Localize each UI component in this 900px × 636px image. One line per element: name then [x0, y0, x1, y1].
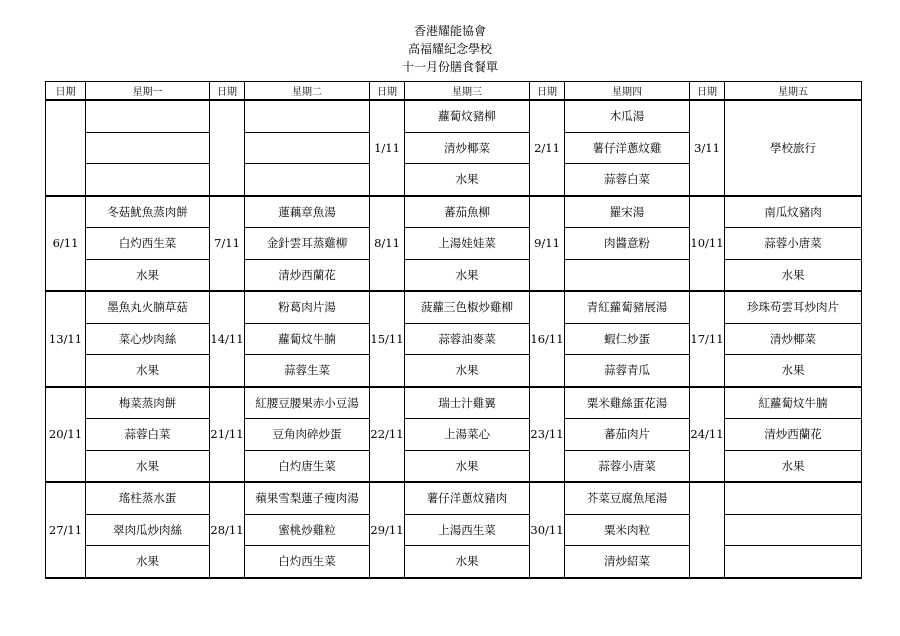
col-header-monday: 星期一 [86, 82, 210, 101]
menu-item: 蒜蓉油麥菜 [405, 323, 530, 355]
menu-item: 蒜蓉白菜 [86, 419, 210, 451]
date-cell: 15/11 [370, 291, 405, 387]
menu-item: 蒜蓉白菜 [565, 164, 690, 196]
date-cell: 7/11 [210, 196, 245, 292]
menu-item [565, 259, 690, 291]
menu-item: 珍珠苟雲耳炒肉片 [725, 291, 862, 323]
menu-item: 芥菜豆腐魚尾湯 [565, 482, 690, 514]
col-header-date: 日期 [46, 82, 86, 101]
menu-item: 木瓜湯 [565, 100, 690, 132]
menu-item: 學校旅行 [725, 100, 862, 196]
menu-item: 紅腰豆腰果赤小豆湯 [245, 387, 370, 419]
menu-row [46, 450, 862, 482]
header-row [46, 82, 862, 101]
menu-item [725, 514, 862, 546]
menu-item [86, 132, 210, 164]
menu-item: 水果 [405, 355, 530, 387]
menu-item: 蒜蓉生菜 [245, 355, 370, 387]
menu-item: 冬菇魷魚蒸肉餅 [86, 196, 210, 228]
menu-item [245, 132, 370, 164]
menu-item: 白灼西生菜 [245, 546, 370, 578]
menu-item: 梅菜蒸肉餅 [86, 387, 210, 419]
document-header [0, 22, 900, 76]
date-cell [690, 482, 725, 578]
menu-item: 蒜蓉青瓜 [565, 355, 690, 387]
menu-row [46, 355, 862, 387]
menu-row [46, 419, 862, 451]
date-cell [210, 100, 245, 196]
col-header-friday: 星期五 [725, 82, 862, 101]
menu-item [86, 164, 210, 196]
col-header-date: 日期 [690, 82, 725, 101]
menu-row [46, 387, 862, 419]
date-cell: 20/11 [46, 387, 86, 483]
menu-row [46, 228, 862, 260]
date-cell: 22/11 [370, 387, 405, 483]
date-cell: 29/11 [370, 482, 405, 578]
menu-item: 蘿蔔炆牛腩 [245, 323, 370, 355]
menu-item: 水果 [405, 259, 530, 291]
menu-row [46, 323, 862, 355]
menu-item: 紅蘿蔔炆牛腩 [725, 387, 862, 419]
date-cell [46, 100, 86, 196]
menu-item: 水果 [86, 546, 210, 578]
menu-item: 清炒西蘭花 [725, 419, 862, 451]
menu-item: 粉葛肉片湯 [245, 291, 370, 323]
menu-item: 清炒椰菜 [405, 132, 530, 164]
menu-item: 清炒西蘭花 [245, 259, 370, 291]
date-cell: 1/11 [370, 100, 405, 196]
school-name: 高福耀紀念學校 [407, 42, 492, 56]
menu-item: 水果 [405, 450, 530, 482]
col-header-wednesday: 星期三 [405, 82, 530, 101]
date-cell: 6/11 [46, 196, 86, 292]
date-cell: 28/11 [210, 482, 245, 578]
menu-item: 南瓜炆豬肉 [725, 196, 862, 228]
menu-item: 蕃茄肉片 [565, 419, 690, 451]
menu-item: 墨魚丸火腩草菇 [86, 291, 210, 323]
menu-item: 蒜蓉小唐菜 [565, 450, 690, 482]
menu-item: 豆角肉碎炒蛋 [245, 419, 370, 451]
lunch-menu-table [45, 81, 862, 579]
menu-title: 十一月份膳食餐單 [401, 60, 498, 74]
menu-item: 水果 [86, 355, 210, 387]
menu-item [245, 100, 370, 132]
menu-row [46, 196, 862, 228]
menu-item: 白灼西生菜 [86, 228, 210, 260]
menu-item: 菠蘿三色椒炒雞柳 [405, 291, 530, 323]
date-cell: 16/11 [530, 291, 565, 387]
menu-item: 粟米肉粒 [565, 514, 690, 546]
menu-item: 蒜蓉小唐菜 [725, 228, 862, 260]
col-header-date: 日期 [210, 82, 245, 101]
date-cell: 14/11 [210, 291, 245, 387]
menu-item: 清炒椰菜 [725, 323, 862, 355]
menu-item [86, 100, 210, 132]
menu-item: 羅宋湯 [565, 196, 690, 228]
menu-item: 水果 [405, 164, 530, 196]
menu-item: 水果 [725, 450, 862, 482]
menu-row [46, 482, 862, 514]
col-header-thursday: 星期四 [565, 82, 690, 101]
menu-row [46, 259, 862, 291]
menu-item: 蓮藕章魚湯 [245, 196, 370, 228]
menu-item: 瑞士汁雞翼 [405, 387, 530, 419]
date-cell: 17/11 [690, 291, 725, 387]
date-cell: 27/11 [46, 482, 86, 578]
menu-item: 金針雲耳蒸雞柳 [245, 228, 370, 260]
menu-item: 蘿蔔炆豬柳 [405, 100, 530, 132]
menu-item: 水果 [725, 259, 862, 291]
menu-item: 粟米雞絲蛋花湯 [565, 387, 690, 419]
menu-item: 蘋果雪梨蓮子瘦肉湯 [245, 482, 370, 514]
menu-item [245, 164, 370, 196]
menu-item: 蜜桃炒雞粒 [245, 514, 370, 546]
menu-item: 清炒紹菜 [565, 546, 690, 578]
col-header-date: 日期 [370, 82, 405, 101]
menu-item: 菜心炒肉絲 [86, 323, 210, 355]
date-cell: 23/11 [530, 387, 565, 483]
menu-item: 蝦仁炒蛋 [565, 323, 690, 355]
menu-row [46, 100, 862, 132]
org-name: 香港耀能協會 [413, 24, 486, 38]
menu-item [725, 546, 862, 578]
menu-item: 薯仔洋蔥炆雞 [565, 132, 690, 164]
col-header-date: 日期 [530, 82, 565, 101]
menu-item: 白灼唐生菜 [245, 450, 370, 482]
date-cell: 30/11 [530, 482, 565, 578]
menu-item: 上湯菜心 [405, 419, 530, 451]
menu-item [725, 482, 862, 514]
menu-item: 上湯西生菜 [405, 514, 530, 546]
date-cell: 8/11 [370, 196, 405, 292]
menu-item: 水果 [86, 259, 210, 291]
menu-item: 上湯娃娃菜 [405, 228, 530, 260]
menu-item: 水果 [86, 450, 210, 482]
menu-item: 青紅蘿蔔豬展湯 [565, 291, 690, 323]
menu-item: 翠肉瓜炒肉絲 [86, 514, 210, 546]
date-cell: 21/11 [210, 387, 245, 483]
date-cell: 9/11 [530, 196, 565, 292]
menu-item: 瑤柱蒸水蛋 [86, 482, 210, 514]
menu-row [46, 546, 862, 578]
menu-row [46, 514, 862, 546]
date-cell: 13/11 [46, 291, 86, 387]
menu-item: 水果 [725, 355, 862, 387]
menu-row [46, 291, 862, 323]
date-cell: 24/11 [690, 387, 725, 483]
menu-item: 肉醬意粉 [565, 228, 690, 260]
menu-item: 蕃茄魚柳 [405, 196, 530, 228]
date-cell: 10/11 [690, 196, 725, 292]
date-cell: 2/11 [530, 100, 565, 196]
menu-item: 薯仔洋蔥炆豬肉 [405, 482, 530, 514]
col-header-tuesday: 星期二 [245, 82, 370, 101]
menu-item: 水果 [405, 546, 530, 578]
menu-body [46, 100, 862, 578]
date-cell: 3/11 [690, 100, 725, 196]
